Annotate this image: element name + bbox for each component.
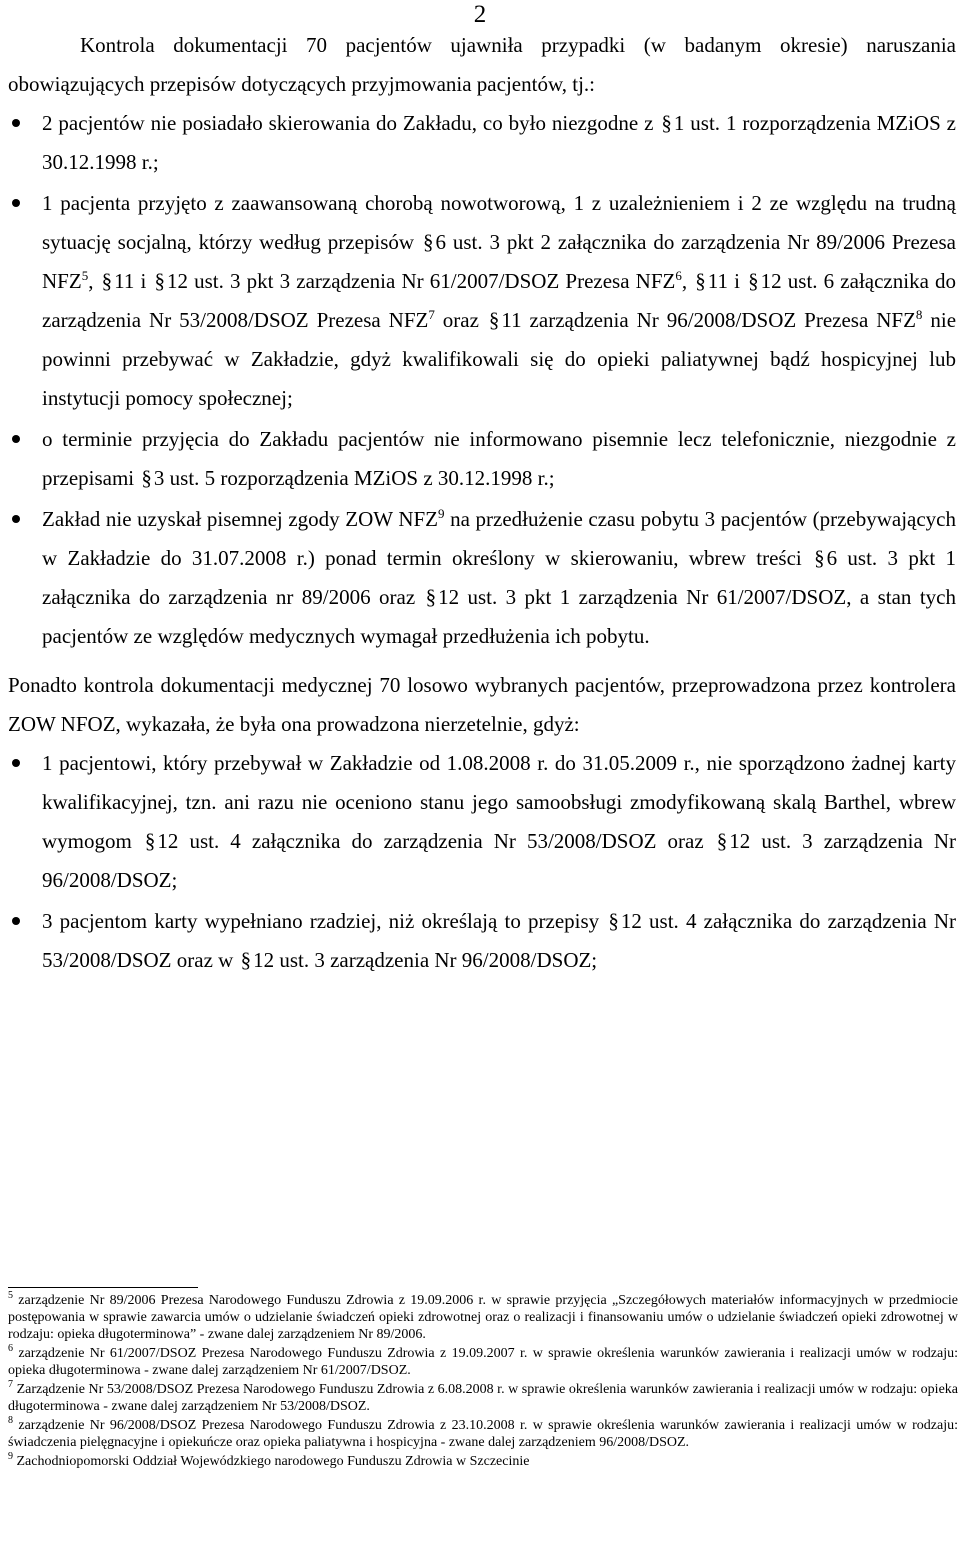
list-item-text: Zakład nie uzyskał pisemnej zgody ZOW NFZ: [42, 507, 438, 531]
section-symbol: §: [695, 269, 706, 293]
footnote-text: Zarządzenie Nr 53/2008/DSOZ Prezesa Narodowego Funduszu Zdrowia z 6.08.2008 r. w sprawie określenia warunków zawierania i realizacji umów w rodzaju: opieka długoterminowa - zwane dalej zarządzeniem Nr 53/2008/DSOZ.: [8, 1382, 959, 1414]
list-item-text: 12 ust. 3 zarządzenia Nr 96/2008/DSOZ;: [42, 829, 957, 892]
list-item-text: 11 i: [707, 269, 740, 293]
list-item: [8, 902, 956, 980]
list-item: [8, 184, 956, 418]
footnote-ref: 7: [428, 307, 435, 322]
footnote-ref: 8: [915, 307, 923, 322]
footnote-text: zarządzenie Nr 61/2007/DSOZ Prezesa Narodowego Funduszu Zdrowia z 19.09.2007 r. w sprawie określenia warunków zawierania i realizacji umów w rodzaju: opieka długoterminowa - zwane dalej zarządzeniem Nr 61/2007/DSOZ.: [8, 1346, 959, 1378]
list-item-text: 1 ust. 1 rozporządzenia MZiOS z 30.12.1998 r.;: [42, 111, 956, 174]
footnote-5: [8, 1292, 958, 1343]
section-symbol: §: [141, 466, 152, 490]
list-item-text: 12 ust. 3 pkt 3 zarządzenia Nr 61/2007/DSOZ Prezesa NFZ: [166, 269, 676, 293]
list-item-text: o terminie przyjęcia do Zakładu pacjentów nie informowano pisemnie lecz telefonicznie, niezgodnie z przepisami: [42, 427, 956, 490]
list-item-text: 2 pacjentów nie posiadało skierowania do Zakładu, co było niezgodne z: [42, 111, 654, 135]
footnote-ref: 9: [438, 506, 445, 521]
footnote-7: [8, 1381, 958, 1415]
list-item: [8, 744, 956, 900]
section-symbol: §: [240, 948, 252, 972]
section-symbol: §: [661, 111, 672, 135]
list-item-text: 3 ust. 5 rozporządzenia MZiOS z 30.12.1998 r.;: [153, 466, 555, 490]
list-item-text: 11 i: [114, 269, 147, 293]
list-item-text: 1 pacjenta przyjęto z zaawansowaną chorobą nowotworową, 1 z uzależnieniem i 2 ze względu na trudną sytuację socjalną, którzy według przepisów: [42, 191, 956, 254]
footnotes: [8, 1287, 958, 1472]
list-item-text: 1 pacjentowi, który przebywał w Zakładzie od 1.08.2008 r. do 31.05.2009 r., nie sporządzono żadnej karty kwalifikacyjnej, tzn. ani razu nie oceniono stanu jego samoobsługi zmodyfikowaną skalą Barthel, wbrew wymogom: [42, 751, 956, 853]
footnote-number: 6: [8, 1343, 13, 1354]
footnote-8: [8, 1417, 958, 1451]
footnote-ref: 5: [81, 268, 89, 283]
section-symbol: §: [422, 230, 434, 254]
footnote-9: [8, 1453, 958, 1470]
list-item-text: na przedłużenie czasu pobytu 3 pacjentów (przebywających w Zakładzie do 31.07.2008 r.) ponad termin określony w skierowaniu, wbrew treści: [42, 507, 957, 570]
document-body: [8, 26, 956, 982]
findings-list: [8, 744, 956, 980]
footnote-number: 8: [8, 1415, 13, 1426]
list-item-text: 12 ust. 6 załącznika do zarządzenia Nr 53/2008/DSOZ Prezesa NFZ: [42, 269, 957, 332]
section-symbol: §: [608, 909, 619, 933]
footnote-number: 7: [8, 1379, 13, 1390]
violations-list: [8, 104, 956, 656]
list-item-text: oraz: [434, 308, 479, 332]
list-item-text: 11 zarządzenia Nr 96/2008/DSOZ Prezesa NFZ: [501, 308, 916, 332]
section-symbol: §: [748, 269, 759, 293]
list-item: [8, 420, 956, 498]
list-item: [8, 500, 956, 656]
footnote-text: zarządzenie Nr 96/2008/DSOZ Prezesa Narodowego Funduszu Zdrowia z 23.10.2008 r. w sprawie określenia warunków zawierania i realizacji umów w rodzaju: świadczenia pielęgnacyjne i opiekuńcze oraz opieka paliatywna i hospicyjna - zwane dalej zarządzeniem 96/2008/DSOZ.: [8, 1418, 959, 1450]
footnote-number: 9: [8, 1451, 13, 1462]
list-item-text: 6 ust. 3 pkt 2 załącznika do zarządzenia Nr 89/2006 Prezesa NFZ: [42, 230, 956, 293]
list-item-text: 12 ust. 4 załącznika do zarządzenia Nr 53/2008/DSOZ oraz: [157, 829, 704, 853]
list-item-text: nie powinni przebywać w Zakładzie, gdyż kwalifikowali się do opieki paliatywnej bądź hospicyjnej lub instytucji pomocy społecznej;: [42, 308, 957, 410]
list-item-text: 12 ust. 4 załącznika do zarządzenia Nr 53/2008/DSOZ oraz w: [42, 909, 957, 972]
section-symbol: §: [101, 269, 113, 293]
section-symbol: §: [154, 269, 165, 293]
section-symbol: §: [144, 829, 156, 853]
footnote-text: Zachodniopomorski Oddział Wojewódzkiego narodowego Funduszu Zdrowia w Szczecinie: [16, 1454, 530, 1469]
page-number: 2: [473, 1, 487, 28]
paragraph-findings: Ponadto kontrola dokumentacji medycznej 70 losowo wybranych pacjentów, przeprowadzona przez kontrolera ZOW NFOZ, wykazała, że była ona prowadzona nierzetelnie, gdyż:: [8, 673, 956, 736]
section-symbol: §: [488, 308, 500, 332]
list-item-text: 12 ust. 3 pkt 1 zarządzenia Nr 61/2007/DSOZ, a stan tych pacjentów ze względów medycznych wymagał przedłużenia ich pobytu.: [42, 585, 956, 648]
list-item-text: 6 ust. 3 pkt 1 załącznika do zarządzenia nr 89/2006 oraz: [42, 546, 956, 609]
paragraph-intro: Kontrola dokumentacji 70 pacjentów ujawniła przypadki (w badanym okresie) naruszania obowiązujących przepisów dotyczących przyjmowania pacjentów, tj.:: [8, 33, 956, 96]
list-item-text: 12 ust. 3 zarządzenia Nr 96/2008/DSOZ;: [253, 948, 598, 972]
list-item: [8, 104, 956, 182]
section-symbol: §: [716, 829, 728, 853]
section-symbol: §: [425, 585, 437, 609]
list-item-text: ,: [681, 269, 688, 293]
footnote-6: [8, 1345, 958, 1379]
list-item-text: 3 pacjentom karty wypełniano rzadziej, niż określają to przepisy: [42, 909, 600, 933]
footnote-text: zarządzenie Nr 89/2006 Prezesa Narodowego Funduszu Zdrowia z 19.09.2006 r. w sprawie przyjęcia „Szczegółowych materiałów informacyjnych w przedmiocie postępowania w sprawie zawarcia umów o udzielanie świadczeń opieki zdrowotnej oraz o realizacji i finansowaniu umów o udzielanie świadczeń opieki zdrowotnej w rodzaju: opieka długoterminowa” - zwane dalej zarządzeniem Nr 89/2006.: [8, 1293, 959, 1342]
footnote-ref: 6: [675, 268, 682, 283]
footnote-number: 5: [8, 1290, 13, 1301]
footnote-separator: [8, 1287, 198, 1288]
list-item-text: ,: [88, 269, 94, 293]
section-symbol: §: [814, 546, 825, 570]
